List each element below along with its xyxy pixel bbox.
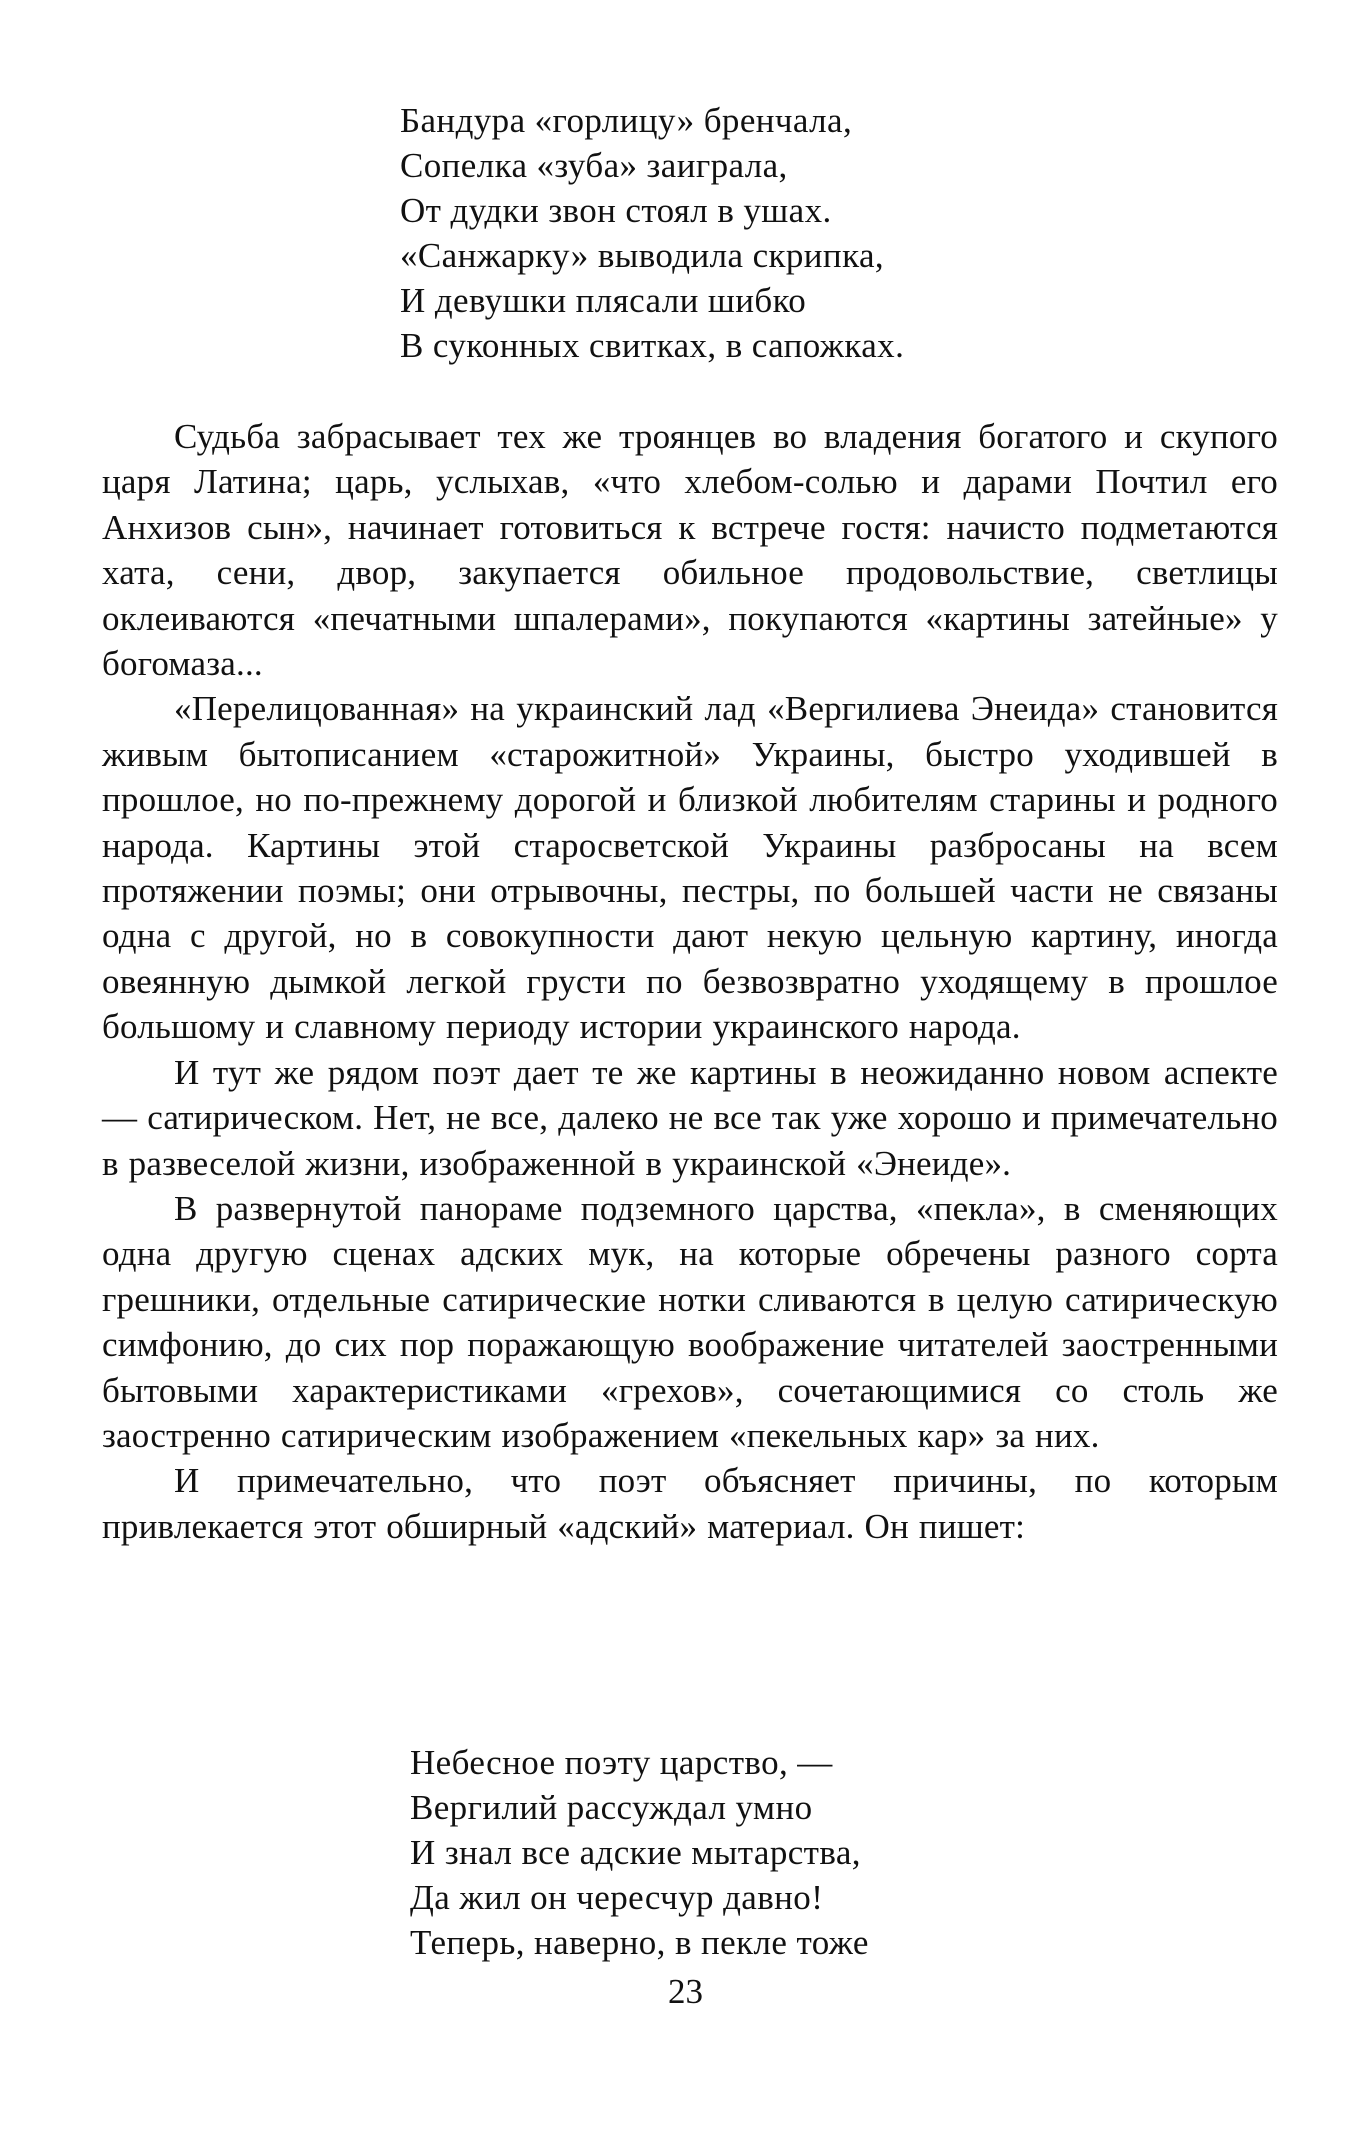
verse-line: И знал все адские мытарства, xyxy=(410,1833,861,1872)
page-number: 23 xyxy=(668,1972,703,2011)
verse-line: Небесное поэту царство, — xyxy=(410,1743,833,1782)
verse-stanza-bottom xyxy=(410,1740,869,1965)
verse-line: Бандура «горлицу» бренчала, xyxy=(400,101,853,140)
verse-line: Вергилий рассуждал умно xyxy=(410,1788,813,1827)
paragraph: Судьба забрасывает тех же троянцев во владения богатого и скупого царя Латина; царь, услыхав, «что хлебом-солью и дарами Почтил его Анхизов сын», начинает готовиться к встрече гостя: начисто подметаются хата, сени, двор, закупается обильное продовольствие, светлицы оклеиваются «печатными шпалерами», покупаются «картины затейные» у богомаза... xyxy=(102,417,1278,684)
prose-body xyxy=(102,414,1278,1549)
verse-line: В суконных свитках, в сапожках. xyxy=(400,326,905,365)
paragraph: И примечательно, что поэт объясняет причины, по которым привлекается этот обширный «адский» материал. Он пишет: xyxy=(102,1461,1278,1546)
paragraph: «Перелицованная» на украинский лад «Вергилиева Энеида» становится живым бытописанием «старожитной» Украины, быстро уходившей в прошлое, но по-прежнему дорогой и близкой любителям старины и родного народа. Картины этой старосветской Украины разбросаны на всем протяжении поэмы; они отрывочны, пестры, по большей части не связаны одна с другой, но в совокупности дают некую цельную картину, иногда овеянную дымкой легкой грусти по безвозвратно уходящему в прошлое большому и славному периоду истории украинского народа. xyxy=(102,689,1278,1047)
paragraph: В развернутой панораме подземного царства, «пекла», в сменяющих одна другую сценах адских мук, на которые обречены разного сорта грешники, отдельные сатирические нотки сливаются в целую сатирическую симфонию, до сих пор поражающую воображение читателей заостренными бытовыми характеристиками «грехов», сочетающимися со столь же заостренно сатирическим изображением «пекельных кар» за них. xyxy=(102,1188,1278,1455)
verse-stanza-top xyxy=(400,98,904,368)
verse-line: Теперь, наверно, в пекле тоже xyxy=(410,1923,869,1962)
verse-line: Сопелка «зуба» заиграла, xyxy=(400,146,788,185)
verse-line: И девушки плясали шибко xyxy=(400,281,807,320)
verse-line: «Санжарку» выводила скрипка, xyxy=(400,236,885,275)
verse-line: От дудки звон стоял в ушах. xyxy=(400,191,832,230)
paragraph: И тут же рядом поэт дает те же картины в неожиданно новом аспекте — сатирическом. Нет, не все, далеко не все так уже хорошо и примечательно в развеселой жизни, изображенной в украинской «Энеиде». xyxy=(102,1052,1278,1183)
verse-line: Да жил он чересчур давно! xyxy=(410,1878,824,1917)
